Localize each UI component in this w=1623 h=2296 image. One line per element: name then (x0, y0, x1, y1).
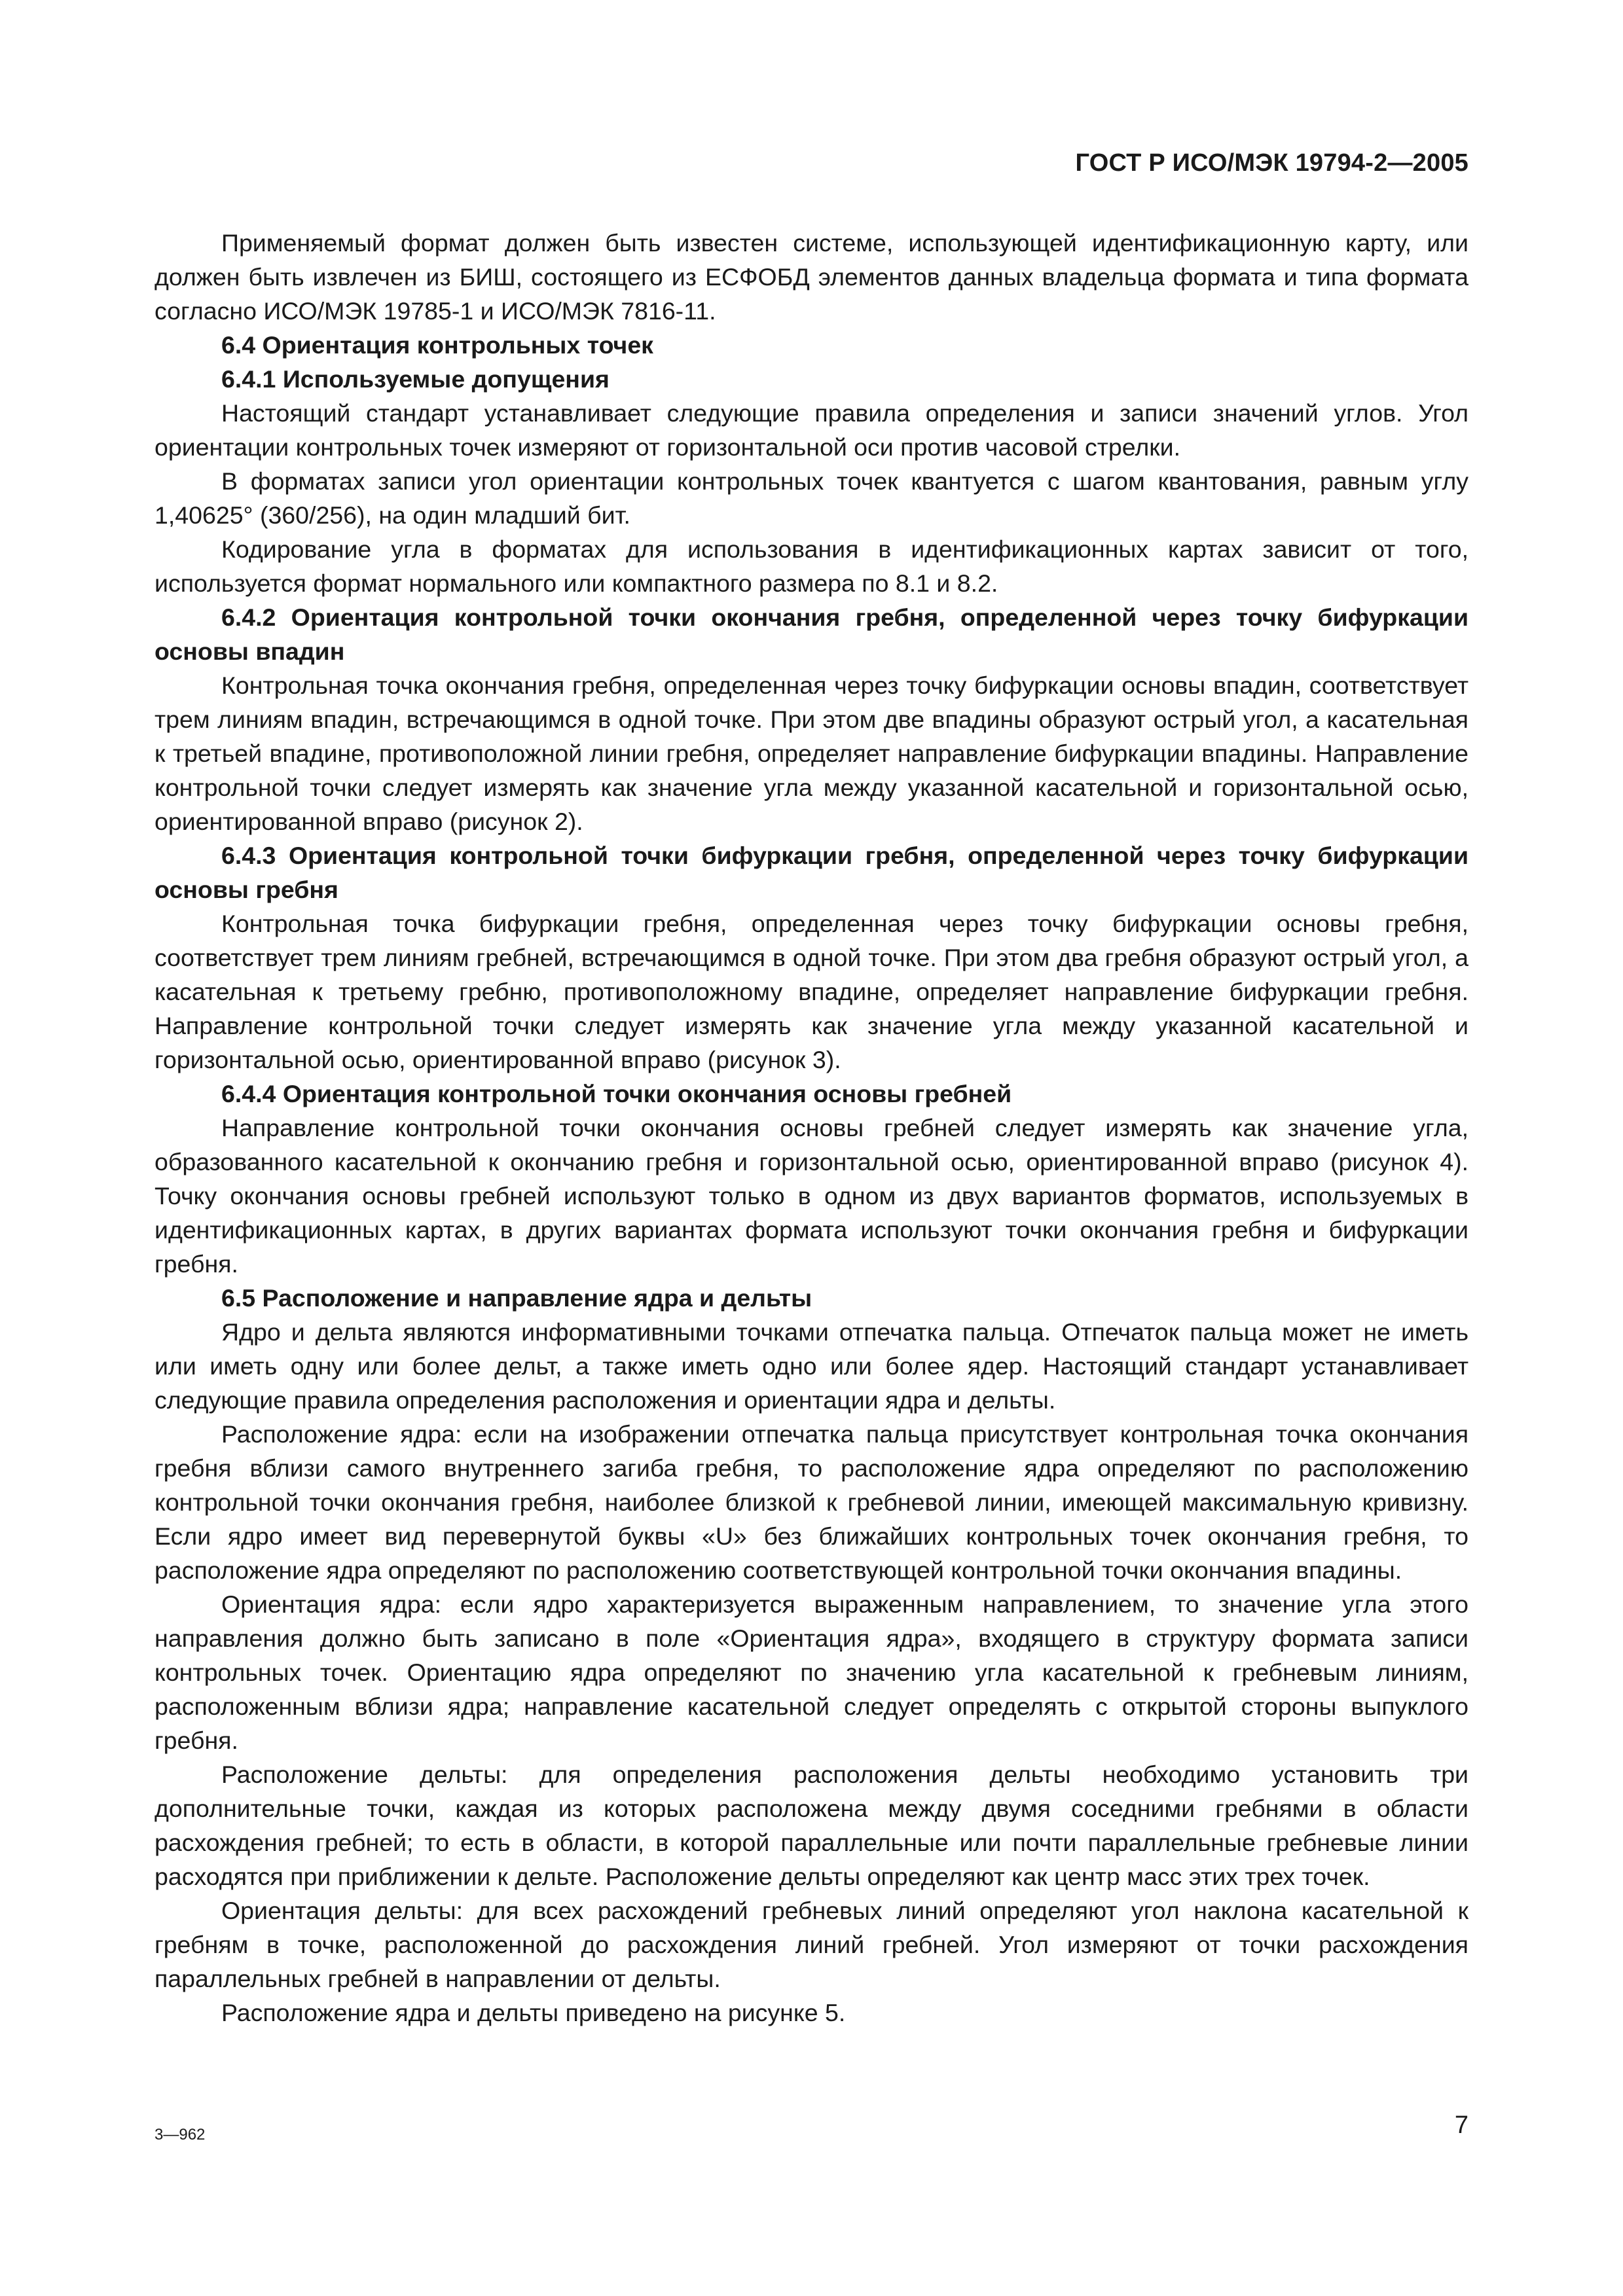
paragraph-delta-location: Расположение дельты: для определения расположения дельты необходимо установить три дополнительные точки, каждая из которых расположена между двумя соседними гребнями в области расхождения гребней; то есть в области, в которой параллельные или почти параллельные гребневые линии расходятся при приближении к дельте. Расположение дельты определяют как центр масс этих трех точек. (155, 1761, 1468, 1890)
standard-header: ГОСТ Р ИСО/МЭК 19794-2—2005 (1075, 149, 1468, 177)
paragraph-format-requirement: Применяемый формат должен быть известен системе, использующей идентификационную карту, или должен быть извлечен из БИШ, состоящего из ЕСФОБД элементов данных владельца формата и типа формата согласно ИСО/МЭК 19785-1 и ИСО/МЭК 7816-11. (155, 229, 1468, 325)
paragraph-angle-encoding: Кодирование угла в форматах для использования в идентификационных картах зависит от того, используется формат нормального или компактного размера по 8.1 и 8.2. (155, 535, 1468, 597)
paragraph-core-delta-intro: Ядро и дельта являются информативными точками отпечатка пальца. Отпечаток пальца может не иметь или иметь одну или более дельт, а также иметь одно или более ядер. Настоящий стандарт устанавливает следующие правила определения расположения и ориентации ядра и дельты. (155, 1318, 1468, 1414)
paragraph-core-orientation: Ориентация ядра: если ядро характеризуется выраженным направлением, то значение угла этого направления должно быть записано в поле «Ориентация ядра», входящего в структуру формата записи контрольных точек. Ориентацию ядра определяют по значению угла касательной к гребневым линиям, расположенным вблизи ядра; направление касательной следует определять с открытой стороны выпуклого гребня. (155, 1590, 1468, 1754)
section-6-4-1-heading: 6.4.1 Используемые допущения (221, 365, 610, 393)
main-content (155, 226, 1468, 2030)
paragraph-ridge-ending: Контрольная точка окончания гребня, определенная через точку бифуркации основы впадин, соответствует трем линиям впадин, встречающимся в одной точке. При этом две впадины образуют острый угол, а касательная к третьей впадине, противоположной линии гребня, определяет направление бифуркации впадины. Направление контрольной точки следует измерять как значение угла между указанной касательной и горизонтальной осью, ориентированной вправо (рисунок 2). (155, 672, 1468, 835)
footer-code: 3—962 (155, 2126, 206, 2144)
section-6-4-3-heading: 6.4.3 Ориентация контрольной точки бифуркации гребня, определенной через точку бифуркации основы гребня (155, 842, 1468, 903)
section-6-5-heading: 6.5 Расположение и направление ядра и дельты (221, 1284, 812, 1312)
paragraph-core-location: Расположение ядра: если на изображении отпечатка пальца присутствует контрольная точка окончания гребня вблизи самого внутреннего загиба гребня, то расположение ядра определяют по расположению контрольной точки окончания гребня, наиболее близкой к гребневой линии, имеющей максимальную кривизну. Если ядро имеет вид перевернутой буквы «U» без ближайших контрольных точек окончания гребня, то расположение ядра определяют по расположению соответствующей контрольной точки окончания впадины. (155, 1420, 1468, 1584)
page-number: 7 (1454, 2111, 1468, 2139)
paragraph-ridge-bifurcation: Контрольная точка бифуркации гребня, определенная через точку бифуркации основы гребня, соответствует трем линиям гребней, встречающимся в одной точке. При этом два гребня образуют острый угол, а касательная к третьему гребню, противоположному впадине, определяет направление бифуркации гребня. Направление контрольной точки следует измерять как значение угла между указанной касательной и горизонтальной осью, ориентированной вправо (рисунок 3). (155, 910, 1468, 1073)
paragraph-figure-reference: Расположение ядра и дельты приведено на рисунке 5. (221, 1999, 846, 2026)
paragraph-ridge-skeleton-ending: Направление контрольной точки окончания основы гребней следует измерять как значение угла, образованного касательной к окончанию гребня и горизонтальной осью, ориентированной вправо (рисунок 4). Точку окончания основы гребней используют только в одном из двух вариантов форматов, используемых в идентификационных картах, в других вариантах формата используют точки окончания гребня и бифуркации гребня. (155, 1114, 1468, 1278)
paragraph-delta-orientation: Ориентация дельты: для всех расхождений гребневых линий определяют угол наклона касательной к гребням в точке, расположенной до расхождения линий гребней. Угол измеряют от точки расхождения параллельных гребней в направлении от дельты. (155, 1897, 1468, 1992)
section-6-4-4-heading: 6.4.4 Ориентация контрольной точки окончания основы гребней (221, 1080, 1012, 1107)
section-6-4-2-heading: 6.4.2 Ориентация контрольной точки окончания гребня, определенной через точку бифуркации основы впадин (155, 603, 1468, 665)
paragraph-angle-rules: Настоящий стандарт устанавливает следующие правила определения и записи значений углов. Угол ориентации контрольных точек измеряют от горизонтальной оси против часовой стрелки. (155, 399, 1468, 461)
paragraph-angle-quantization: В форматах записи угол ориентации контрольных точек квантуется с шагом квантования, равным углу 1,40625° (360/256), на один младший бит. (155, 467, 1468, 529)
section-6-4-heading: 6.4 Ориентация контрольных точек (221, 331, 653, 359)
